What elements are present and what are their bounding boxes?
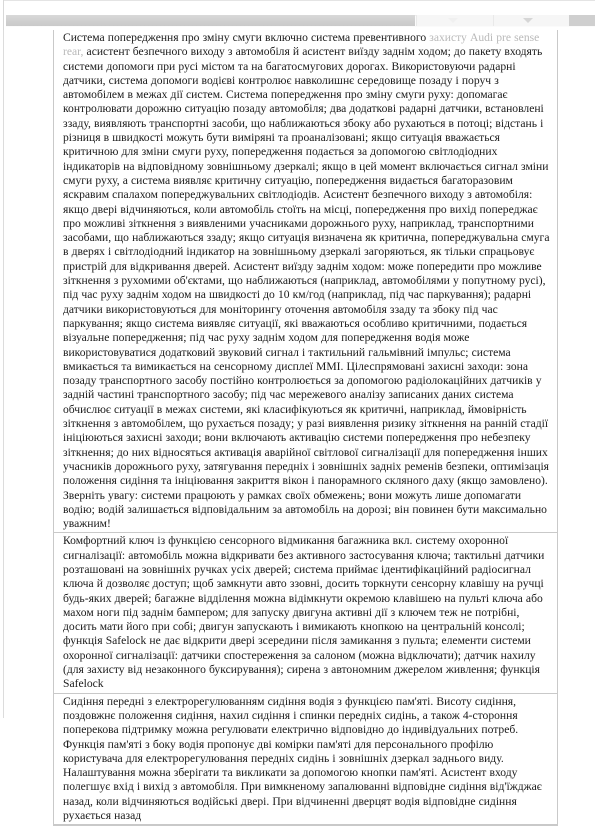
chrome-left-frame (3, 0, 4, 30)
window-top-chrome (0, 0, 600, 30)
paragraph-comfort-key (54, 533, 557, 693)
chevron-down-icon (448, 18, 458, 23)
text-run-body-4: асистент безпечного виходу з автомобіля й асистент виїзду заднім ходом; до пакету входять системи допомоги при русі містом та на багатосмугових дорогах. Використовуючи радарні датчики, система допомоги водієві контролює навколишнє середовище позаду і поруч з автомобілем в межах дії систем. Система попередження про зміну смуги руху: допомагає контролювати дорожню ситуацію позаду автомобіля; два додаткові радарні датчики, встановлені ззаду, виявляють транспортні засоби, що наближаються збоку або рухаються в потоці; відстань і різниця в швидкості можуть бути виміряні та проаналізовані; якщо ситуація вважається критичною для зміни смуги руху, попередження подається за допомогою світлодіодних індикаторів на відповідному зовнішньому дзеркалі; якщо в цей момент включається сигнал зміни смуги руху, а система виявляє критичну ситуацію, попередження видається багаторазовим яскравим спалахом попереджувальних світлодіодів. Асистент безпечного виходу з автомобіля: якщо двері відчиняються, коли автомобіль стоїть на місці, попередження про вихід попереджає про можливі зіткнення з виявленими учасниками дорожнього руху, наприклад, транспортними засобами, що наближаються ззаду; якщо ситуація визначена як критична, попереджувальна смуга в дверях і світлодіодний індикатор на зовнішньому дзеркалі загоряються, як тільки спрацьовує пристрій для відкривання дверей. Асистент виїзду заднім ходом: може попередити про можливе зіткнення з рухомими об'єктами, що наближаються (наприклад, автомобілями у попутному русі), під час руху заднім ходом на швидкості до 10 км/год (наприклад, під час паркування); радарні датчики використовуються для моніторингу оточення автомобіля ззаду та збоку під час паркування; якщо система виявляє ситуації, які вважаються особливо критичними, подається візуальне попередження; під час руху заднім ходом для попередження водія може використовуватися додатковий звуковий сигнал і тактильний гальмівний імпульс; система вмикається та вимикається на сенсорному дисплеї MMI. Цілеспрямовані захисні заходи: зона позаду транспортного засобу постійно контролюється за допомогою радіолокаційних датчиків у задній частині транспортного засобу; під час мережевого аналізу записаних даних система обчислює ситуації в межах системи, які класифікуються як критичні, наприклад, ймовірність зіткнення з автомобілем, що рухається позаду; у разі виявлення ризику зіткнення на ранній стадії ініціюються захисні заходи; вони включають активацію системи попередження про небезпеку зіткнення; до них відносяться активація аварійної світлової сигналізації для попередження інших учасників дорожнього руху, затягування передніх і зовнішніх задніх ременів безпеки, оптимізація положення сидіння та ініціювання закриття вікон і панорамного скляного даху (якщо замовлено). Зверніть увагу: системи працюють у рамках своїх обмежень; вони можуть лише допомагати водію; водій залишається відповідальним за автомобіль на дорозі; він повинен бути максимально уважним! (63, 45, 550, 531)
text-run-body-0: Сидіння передні з електрорегулюванням сидіння водія з функцією пам'яті. Висоту сидіння, поздовжнє положення сидіння, нахил сидіння і спинки передніх сидінь, а також 4-стороння поперекова підтримку можна регулювати електрично відповідно до індивідуальних потреб. Функція пам'яті з боку водія пропонує дві комірки пам'яті для персонального профілю користувача для електрорегулювання передніх сидінь і зовнішніх дзеркал заднього виду. Налаштування можна зберігати та викликати за допомогою кнопки пам'яті. Асистент входу полегшує вхід і вихід з автомобіля. При вимкненому запалюванні відповідне сидіння від'їжджає назад, коли відчиняються водійські двері. При відчиненні дверцят водія відповідне сидіння рухається назад (63, 694, 542, 823)
paragraph-front-seats (54, 694, 557, 826)
scrollbar-end-cap[interactable] (569, 15, 595, 26)
document-text-block (53, 30, 558, 826)
text-run-body-0: Система попередження про зміну смуги включно система превентивного (63, 31, 430, 44)
text-run-body-0: Комфортний ключ із функцією сенсорного відмикання багажника вкл. систему охоронної сигналізації: автомобіль можна відкривати без активного застосування ключа; тактильні датчики розташовані на зовнішніх ручках усіх дверей; система приймає ідентифікаційний радіосигнал ключа й дозволяє доступ; щоб замкнути авто ззовні, досить торкнути сенсорну клавішу на ручці будь-яких дверей; багажне відділення можна відімкнути окремою клавішею на пульті ключа або махом ноги під заднім бампером; для запуску двигуна активні дії з ключем теж не потрібні, досить мати його при собі; двигун запускають і вимикають кнопкою на центральній консолі; функція Safelock не дає відкрити двері зсередини після замикання з пульта; елементи системи охоронної сигналізації: датчики спостереження за салоном (можна відключати); датчик нахилу (для захисту від незаконного буксирування); сирена з автономним джерелом живлення; функція Safelock (63, 534, 545, 691)
chrome-top-divider (3, 0, 595, 1)
text-run-highlighted-3: Audi pre sense rear, (63, 31, 540, 59)
text-run-highlighted-1: захисту (429, 31, 467, 44)
horizontal-scrollbar-thumb[interactable] (6, 15, 415, 26)
chevron-down-icon-secondary (523, 18, 533, 23)
paragraph-lane-change-warning (54, 30, 557, 533)
document-page (3, 30, 596, 823)
